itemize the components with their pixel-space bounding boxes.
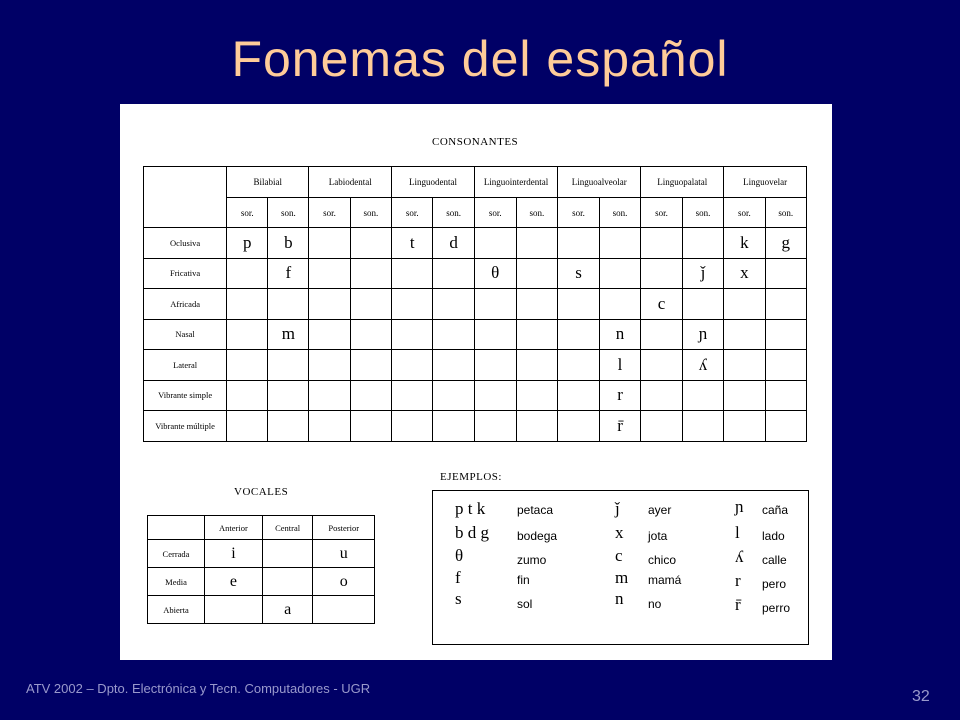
example-symbol: x	[615, 523, 624, 542]
example-symbol: p t k	[455, 499, 486, 518]
voiceless-header: sor.	[724, 198, 765, 228]
phoneme-cell	[765, 411, 806, 442]
phoneme-cell	[516, 228, 558, 259]
phoneme-chart-sheet	[120, 104, 832, 660]
phoneme-cell: m	[268, 319, 309, 350]
example-word: perro	[762, 601, 791, 615]
place-header: Labiodental	[309, 167, 392, 198]
example-word: petaca	[517, 503, 554, 517]
vowel-row-label: Abierta	[148, 596, 205, 624]
phoneme-cell	[599, 228, 641, 259]
example-word: ayer	[648, 503, 672, 517]
phoneme-cell	[558, 319, 600, 350]
phoneme-cell	[350, 258, 391, 289]
vowel-column-header: Central	[262, 516, 313, 540]
voiceless-header: sor.	[227, 198, 268, 228]
phoneme-cell	[309, 411, 350, 442]
place-header: Linguoalveolar	[558, 167, 641, 198]
voiceless-header: sor.	[641, 198, 682, 228]
examples-heading: EJEMPLOS:	[440, 471, 502, 483]
phoneme-cell	[516, 350, 558, 381]
phoneme-cell	[309, 258, 350, 289]
phoneme-cell	[474, 289, 516, 320]
voiceless-header: sor.	[309, 198, 350, 228]
phoneme-cell: x	[724, 258, 765, 289]
phoneme-cell: l	[599, 350, 641, 381]
phoneme-cell	[433, 380, 474, 411]
vowel-cell: a	[262, 596, 313, 624]
phoneme-cell	[724, 350, 765, 381]
place-header: Linguointerdental	[474, 167, 557, 198]
phoneme-cell: s	[558, 258, 600, 289]
phoneme-cell	[724, 411, 765, 442]
vowel-cell: o	[313, 568, 375, 596]
phoneme-cell: c	[641, 289, 682, 320]
slide-title: Fonemas del español	[231, 31, 729, 87]
manner-row	[144, 380, 807, 411]
example-symbol: l	[735, 523, 740, 542]
voiced-header: son.	[682, 198, 723, 228]
vowel-cell: u	[313, 540, 375, 568]
phoneme-cell: t	[392, 228, 433, 259]
example-symbol: ʎ	[735, 547, 744, 566]
phoneme-cell: k	[724, 228, 765, 259]
vowel-row-label: Media	[148, 568, 205, 596]
phoneme-cell	[227, 380, 268, 411]
place-header: Linguopalatal	[641, 167, 724, 198]
phoneme-cell	[682, 411, 723, 442]
phoneme-cell	[474, 380, 516, 411]
phoneme-cell	[227, 319, 268, 350]
vowel-cell	[313, 596, 375, 624]
vowels-heading: VOCALES	[234, 486, 289, 498]
phoneme-cell: r̄	[599, 411, 641, 442]
phoneme-cell	[350, 380, 391, 411]
example-symbol: n	[615, 589, 624, 608]
phoneme-cell	[268, 289, 309, 320]
manner-label: Lateral	[144, 350, 227, 381]
phoneme-cell	[765, 319, 806, 350]
phoneme-cell	[682, 380, 723, 411]
voiceless-header: sor.	[558, 198, 600, 228]
phoneme-cell: b	[268, 228, 309, 259]
phoneme-cell	[268, 411, 309, 442]
phoneme-cell	[474, 350, 516, 381]
place-header: Bilabial	[227, 167, 309, 198]
phoneme-cell	[392, 350, 433, 381]
example-symbol: b d g	[455, 523, 489, 542]
phoneme-cell	[309, 289, 350, 320]
vowel-column-header: Posterior	[313, 516, 375, 540]
corner-cell	[144, 167, 227, 228]
manner-row	[144, 289, 807, 320]
phoneme-cell	[227, 289, 268, 320]
example-word: sol	[517, 597, 533, 611]
phoneme-cell	[558, 228, 600, 259]
vowel-row-label: Cerrada	[148, 540, 205, 568]
phoneme-cell: g	[765, 228, 806, 259]
voiced-header: son.	[268, 198, 309, 228]
phoneme-cell	[516, 380, 558, 411]
vowel-row	[148, 596, 375, 624]
manner-label: Africada	[144, 289, 227, 320]
phoneme-cell: p	[227, 228, 268, 259]
phoneme-cell: d	[433, 228, 474, 259]
place-header: Linguovelar	[724, 167, 807, 198]
phoneme-cell	[350, 411, 391, 442]
corner-cell	[148, 516, 205, 540]
example-symbol: θ	[455, 546, 464, 565]
phoneme-cell	[433, 258, 474, 289]
phoneme-cell: θ	[474, 258, 516, 289]
example-symbol: s	[455, 589, 462, 608]
footer-text: ATV 2002 – Dpto. Electrónica y Tecn. Computadores - UGR	[26, 681, 371, 696]
phoneme-cell	[641, 228, 682, 259]
phoneme-cell	[682, 228, 723, 259]
phoneme-cell	[641, 319, 682, 350]
phoneme-cell	[392, 380, 433, 411]
vowel-cell	[205, 596, 263, 624]
consonant-table	[143, 166, 807, 442]
example-symbol: r̄	[735, 595, 741, 614]
phoneme-cell	[474, 411, 516, 442]
phoneme-cell	[309, 380, 350, 411]
vowel-cell: i	[205, 540, 263, 568]
vowel-row	[148, 568, 375, 596]
example-word: caña	[762, 503, 789, 517]
phoneme-cell	[309, 319, 350, 350]
consonants-heading: CONSONANTES	[432, 136, 519, 148]
phoneme-cell	[392, 319, 433, 350]
phoneme-cell	[724, 380, 765, 411]
manner-row	[144, 258, 807, 289]
example-symbol: f	[455, 568, 461, 587]
phoneme-cell	[599, 258, 641, 289]
phoneme-cell	[516, 411, 558, 442]
phoneme-cell	[433, 289, 474, 320]
phoneme-cell	[599, 289, 641, 320]
phoneme-cell: r	[599, 380, 641, 411]
vowel-row	[148, 540, 375, 568]
place-header: Linguodental	[392, 167, 475, 198]
phoneme-cell	[268, 380, 309, 411]
example-symbol: r	[735, 571, 741, 590]
vowel-cell: e	[205, 568, 263, 596]
phoneme-cell: ǰ	[682, 258, 723, 289]
vowel-cell	[262, 540, 313, 568]
phoneme-cell	[227, 258, 268, 289]
phoneme-cell	[724, 289, 765, 320]
example-symbol: m	[615, 568, 629, 587]
phoneme-cell	[433, 411, 474, 442]
phoneme-cell	[765, 350, 806, 381]
phoneme-cell	[433, 350, 474, 381]
phoneme-cell: n	[599, 319, 641, 350]
phoneme-cell	[268, 350, 309, 381]
phoneme-cell	[392, 258, 433, 289]
phoneme-cell	[641, 380, 682, 411]
phoneme-cell	[350, 289, 391, 320]
phoneme-cell	[309, 350, 350, 381]
manner-label: Fricativa	[144, 258, 227, 289]
phoneme-cell	[641, 258, 682, 289]
voiced-header: son.	[516, 198, 558, 228]
manner-label: Vibrante múltiple	[144, 411, 227, 442]
example-word: fin	[517, 573, 530, 587]
manner-row	[144, 228, 807, 259]
example-symbol: ɲ	[735, 497, 744, 516]
phoneme-cell	[641, 350, 682, 381]
phoneme-cell	[558, 289, 600, 320]
voiced-header: son.	[350, 198, 391, 228]
phoneme-cell	[309, 228, 350, 259]
vowel-table	[147, 515, 375, 624]
voiced-header: son.	[765, 198, 806, 228]
phoneme-cell	[765, 289, 806, 320]
example-word: calle	[762, 553, 787, 567]
phoneme-cell	[765, 258, 806, 289]
vowel-column-header: Anterior	[205, 516, 263, 540]
example-word: chico	[648, 553, 677, 567]
phoneme-cell: ʎ	[682, 350, 723, 381]
phoneme-cell	[350, 350, 391, 381]
manner-row	[144, 350, 807, 381]
example-word: mamá	[648, 573, 682, 587]
phoneme-cell	[227, 411, 268, 442]
page-number: 32	[912, 688, 930, 705]
phoneme-cell: ɲ	[682, 319, 723, 350]
phoneme-cell	[558, 380, 600, 411]
phoneme-cell	[433, 319, 474, 350]
example-word: bodega	[517, 529, 558, 543]
example-symbol: ǰ	[615, 499, 620, 518]
manner-label: Nasal	[144, 319, 227, 350]
manner-row	[144, 411, 807, 442]
phoneme-cell	[227, 350, 268, 381]
phoneme-cell: f	[268, 258, 309, 289]
voiced-header: son.	[599, 198, 641, 228]
phoneme-cell	[516, 319, 558, 350]
phoneme-cell	[350, 228, 391, 259]
phoneme-cell	[558, 411, 600, 442]
vowel-cell	[262, 568, 313, 596]
examples-box	[432, 490, 809, 645]
phoneme-cell	[516, 289, 558, 320]
manner-label: Oclusiva	[144, 228, 227, 259]
manner-row	[144, 319, 807, 350]
phoneme-cell	[765, 380, 806, 411]
example-word: zumo	[517, 553, 547, 567]
example-word: lado	[762, 529, 785, 543]
voiceless-header: sor.	[474, 198, 516, 228]
phoneme-cell	[641, 411, 682, 442]
voiceless-header: sor.	[392, 198, 433, 228]
phoneme-cell	[392, 411, 433, 442]
manner-label: Vibrante simple	[144, 380, 227, 411]
voiced-header: son.	[433, 198, 474, 228]
example-word: no	[648, 597, 662, 611]
phoneme-cell	[682, 289, 723, 320]
example-word: pero	[762, 577, 787, 591]
phoneme-cell	[474, 319, 516, 350]
phoneme-cell	[474, 228, 516, 259]
phoneme-cell	[516, 258, 558, 289]
example-symbol: c	[615, 546, 623, 565]
phoneme-cell	[392, 289, 433, 320]
phoneme-cell	[724, 319, 765, 350]
phoneme-cell	[558, 350, 600, 381]
example-word: jota	[648, 529, 668, 543]
phoneme-cell	[350, 319, 391, 350]
